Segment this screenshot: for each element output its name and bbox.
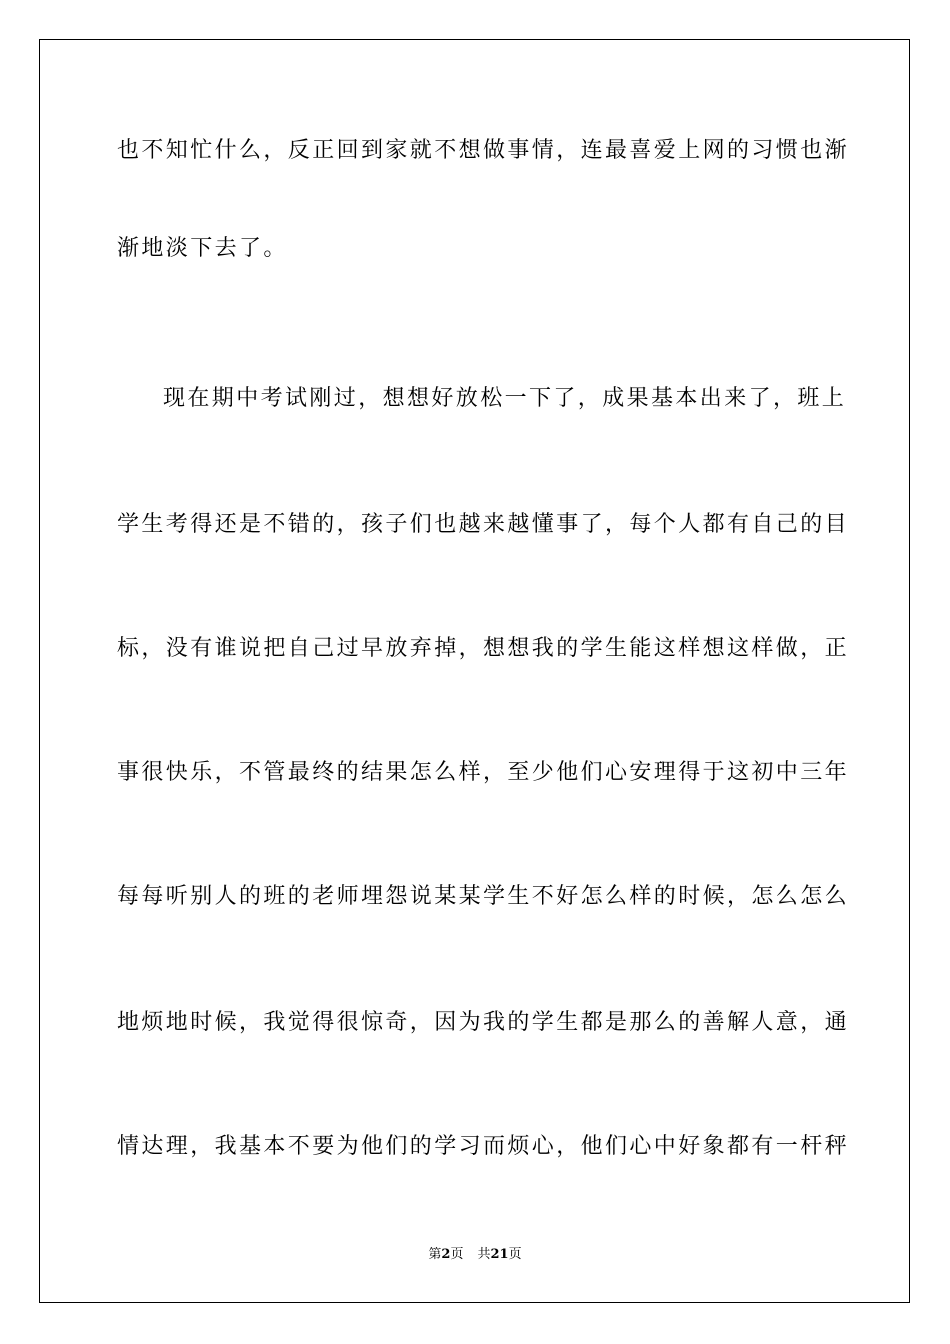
footer-total-pages: 21	[490, 1247, 509, 1262]
paragraph-line: 学生考得还是不错的，孩子们也越来越懂事了，每个人都有自己的目	[117, 512, 850, 537]
footer-total-suffix: 页	[508, 1247, 522, 1262]
paragraph-line: 标，没有谁说把自己过早放弃掉，想想我的学生能这样想这样做，正	[117, 636, 850, 661]
paragraph-line: 每每听别人的班的老师埋怨说某某学生不好怎么样的时候，怎么怎么	[117, 884, 850, 909]
page-footer	[0, 1246, 950, 1264]
paragraph-line: 也不知忙什么，反正回到家就不想做事情，连最喜爱上网的习惯也渐	[117, 138, 850, 163]
paragraph-line: 情达理，我基本不要为他们的学习而烦心，他们心中好象都有一杆秤	[117, 1134, 850, 1159]
footer-page-number: 2	[441, 1247, 451, 1262]
footer-page-suffix: 页	[450, 1247, 464, 1262]
paragraph-line: 地烦地时候，我觉得很惊奇，因为我的学生都是那么的善解人意，通	[117, 1010, 850, 1035]
footer-page-prefix: 第	[428, 1247, 442, 1262]
page-border	[39, 39, 910, 1303]
paragraph-line: 事很快乐，不管最终的结果怎么样，至少他们心安理得于这初中三年	[117, 760, 850, 785]
paragraph-line-indented: 现在期中考试刚过，想想好放松一下了，成果基本出来了，班上	[163, 386, 847, 411]
paragraph-line: 渐地淡下去了。	[117, 236, 288, 261]
footer-total-prefix: 共	[477, 1247, 491, 1262]
